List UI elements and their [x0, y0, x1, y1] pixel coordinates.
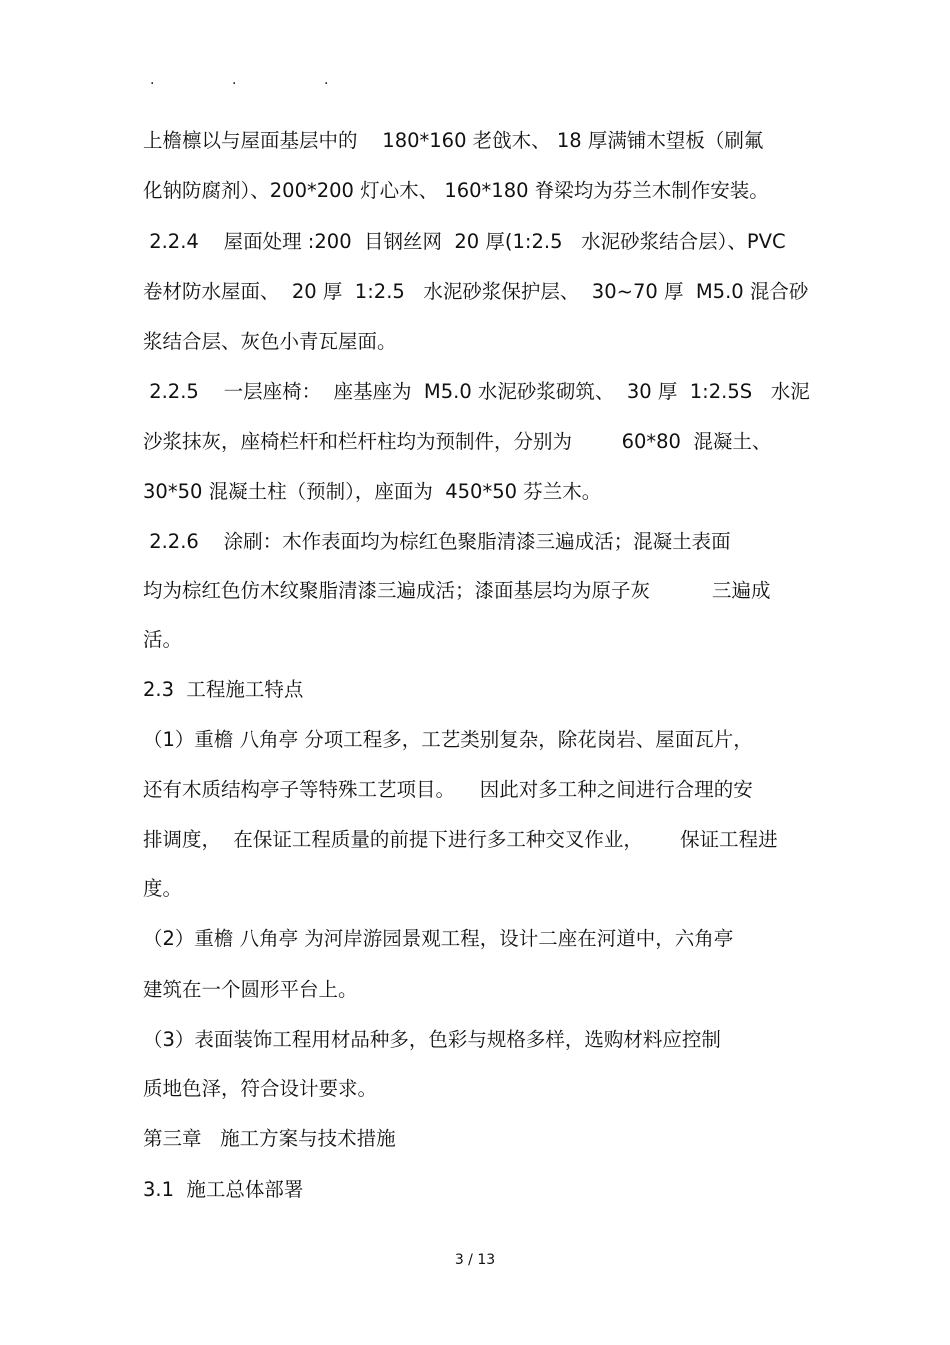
text-line: 卷材防水屋面、 20 厚 1:2.5 水泥砂浆保护层、 30~70 厚 M5.0 混合砂 — [143, 280, 809, 303]
section-heading: 3.1 施工总体部署 — [143, 1178, 304, 1201]
text-line: 30*50 混凝土柱（预制），座面为 450*50 芬兰木。 — [143, 480, 602, 503]
section-heading: 2.3 工程施工特点 — [143, 678, 304, 701]
header-dot: . — [324, 72, 329, 88]
text-line: 均为棕红色仿木纹聚脂清漆三遍成活；漆面基层均为原子灰 三遍成 — [143, 579, 771, 602]
header-dot: . — [150, 72, 155, 88]
text-line: （1）重檐 八角亭 分项工程多，工艺类别复杂，除花岗岩、屋面瓦片， — [143, 728, 753, 751]
header-dots — [0, 70, 950, 90]
text-line: 排调度， 在保证工程质量的前提下进行多工种交叉作业， 保证工程进 — [143, 828, 778, 851]
text-line: 沙浆抹灰，座椅栏杆和栏杆柱均为预制件，分别为 60*80 混凝土、 — [143, 430, 772, 453]
header-dot: . — [232, 72, 237, 88]
page-number: 3 / 13 — [454, 1252, 496, 1268]
text-line: 上檐檩以与屋面基层中的 180*160 老戗木、 18 厚满铺木望板（刷氟 — [143, 129, 764, 152]
text-line: 2.2.4 屋面处理 :200 目钢丝网 20 厚(1:2.5 水泥砂浆结合层）、PVC — [143, 230, 786, 253]
text-line: 质地色泽，符合设计要求。 — [143, 1077, 378, 1100]
text-line: 活。 — [143, 628, 183, 651]
text-line: 2.2.6 涂刷：木作表面均为棕红色聚脂清漆三遍成活；混凝土表面 — [143, 530, 731, 553]
text-line: （2）重檐 八角亭 为河岸游园景观工程，设计二座在河道中，六角亭 — [143, 927, 734, 950]
text-line: 2.2.5 一层座椅： 座基座为 M5.0 水泥砂浆砌筑、 30 厚 1:2.5S 水泥 — [143, 380, 810, 403]
chapter-heading: 第三章 施工方案与技术措施 — [143, 1127, 396, 1150]
text-line: （3）表面装饰工程用材品种多，色彩与规格多样，选购材料应控制 — [143, 1028, 721, 1051]
text-line: 浆结合层、灰色小青瓦屋面。 — [143, 330, 397, 353]
text-line: 度。 — [143, 877, 183, 900]
text-line: 建筑在一个圆形平台上。 — [143, 978, 358, 1001]
text-line: 还有木质结构亭子等特殊工艺项目。 因此对多工种之间进行合理的安 — [143, 778, 753, 801]
text-line: 化钠防腐剂）、200*200 灯心木、 160*180 脊梁均为芬兰木制作安装。 — [143, 179, 769, 202]
